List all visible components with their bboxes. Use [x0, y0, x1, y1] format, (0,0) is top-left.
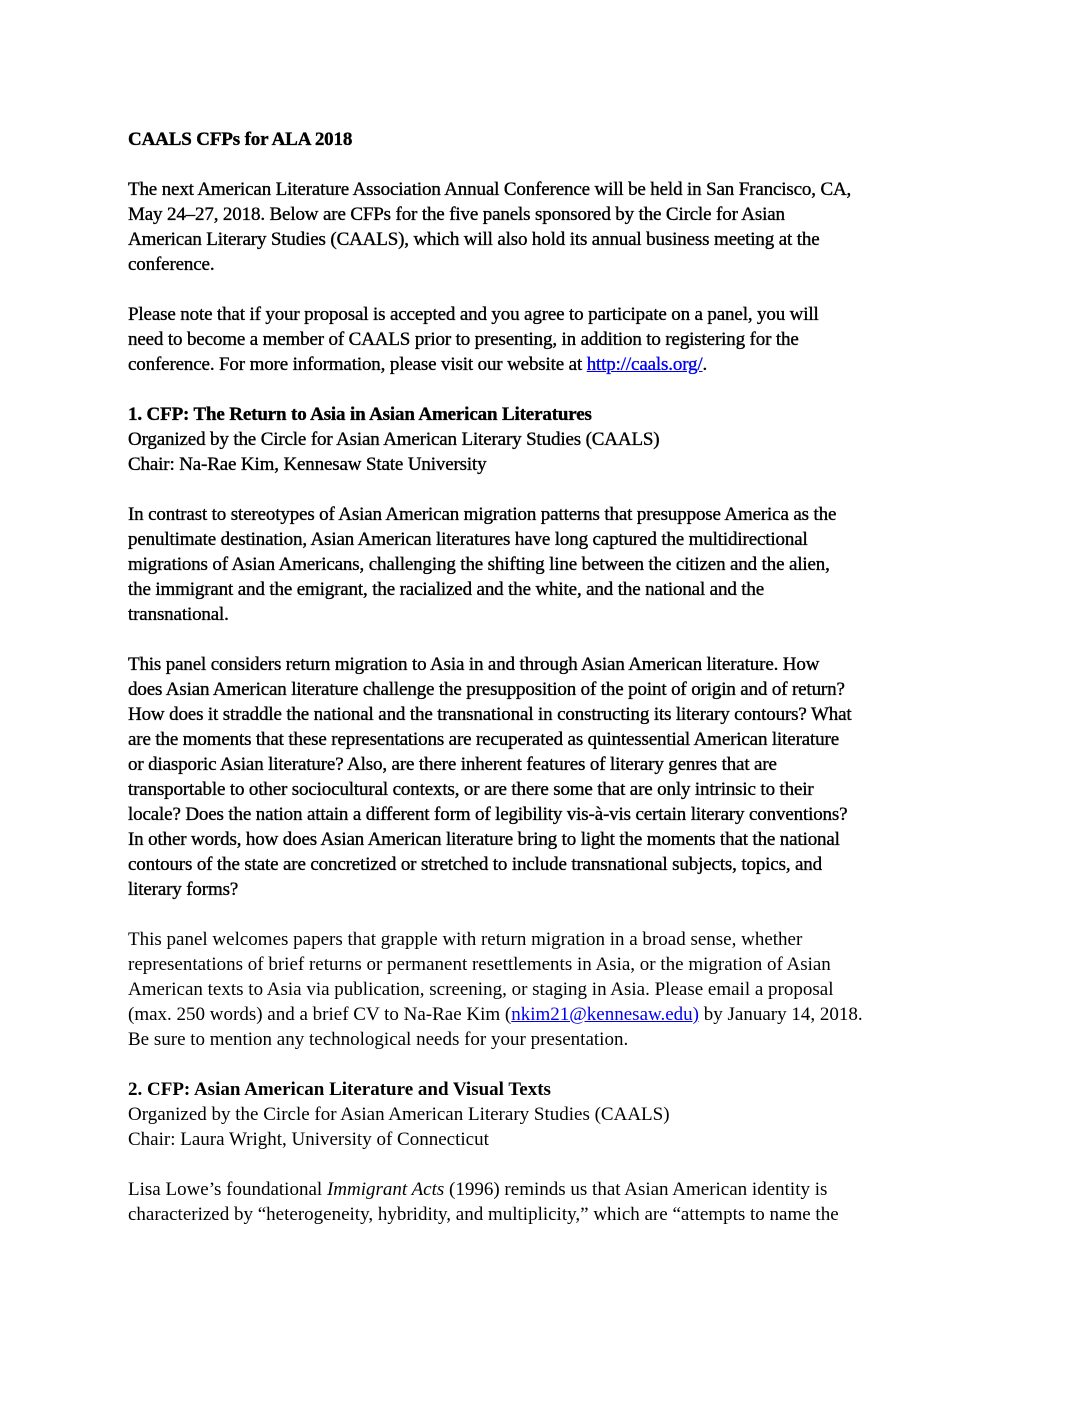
text-segment: .	[702, 354, 708, 375]
text-segment: Chair: Na-Rae Kim, Kennesaw State University	[128, 454, 487, 475]
caals-website-link[interactable]: http://caals.org/	[586, 354, 703, 375]
text-segment: How does it straddle the national and the transnational in constructing its literary contours? What	[128, 704, 852, 725]
cfp1-paragraph-1-line-5	[128, 602, 968, 627]
cfp1-paragraph-1-line-2	[128, 527, 968, 552]
cfp1-paragraph-2-line-10	[128, 877, 968, 902]
cfp1-heading-block-line-2	[128, 427, 968, 452]
cfp1-submission-paragraph-line-3	[128, 977, 968, 1002]
text-segment: Organized by the Circle for Asian American Literary Studies (CAALS)	[128, 429, 660, 450]
text-segment: need to become a member of CAALS prior to presenting, in addition to registering for the	[128, 329, 799, 350]
cfp1-paragraph-2-line-4	[128, 727, 968, 752]
text-segment: Please note that if your proposal is accepted and you agree to participate on a panel, you will	[128, 304, 819, 325]
cfp1-paragraph-2-line-6	[128, 777, 968, 802]
cfp1-submission-paragraph-line-1	[128, 927, 968, 952]
cfp2-heading-block-line-3	[128, 1127, 968, 1152]
text-segment: Lisa Lowe’s foundational	[128, 1179, 327, 1200]
cfp1-paragraph-2	[128, 652, 968, 902]
cfp1-paragraph-2-line-9	[128, 852, 968, 877]
text-segment: contours of the state are concretized or stretched to include transnational subjects, topics, and	[128, 854, 823, 875]
text-segment: penultimate destination, Asian American literatures have long captured the multidirectional	[128, 529, 808, 550]
doc-title-line-1	[128, 127, 968, 152]
text-segment: are the moments that these representations are recuperated as quintessential American literature	[128, 729, 839, 750]
text-segment: This panel welcomes papers that grapple with return migration in a broad sense, whether	[128, 929, 803, 950]
cfp1-paragraph-1-line-3	[128, 552, 968, 577]
cfp2-heading-block-line-2	[128, 1102, 968, 1127]
cfp2-paragraph-1-line-2	[128, 1202, 968, 1227]
cfp1-heading-block-line-1	[128, 402, 968, 427]
cfp1-heading-block-line-3	[128, 452, 968, 477]
cfp2-paragraph-1-line-1	[128, 1177, 968, 1202]
text-segment: does Asian American literature challenge the presupposition of the point of origin and of return?	[128, 679, 845, 700]
cfp1-paragraph-2-line-5	[128, 752, 968, 777]
text-segment: In contrast to stereotypes of Asian American migration patterns that presuppose America as the	[128, 504, 837, 525]
cfp1-submission-paragraph-line-2	[128, 952, 968, 977]
intro-paragraph-line-2	[128, 202, 968, 227]
cfp1-heading-block	[128, 402, 968, 477]
intro-paragraph	[128, 177, 968, 277]
cfp2-heading-block-line-1	[128, 1077, 968, 1102]
text-segment: transportable to other sociocultural contexts, or are there some that are only intrinsic to their	[128, 779, 814, 800]
email-proposal-link[interactable]: nkim21@kennesaw.edu)	[511, 1004, 699, 1025]
membership-note-paragraph-line-2	[128, 327, 968, 352]
intro-paragraph-line-4	[128, 252, 968, 277]
intro-paragraph-line-3	[128, 227, 968, 252]
cfp1-paragraph-1-line-4	[128, 577, 968, 602]
text-segment: (1996) reminds us that Asian American identity is	[444, 1179, 828, 1200]
intro-paragraph-line-1	[128, 177, 968, 202]
text-segment: literary forms?	[128, 879, 239, 900]
text-segment: or diasporic Asian literature? Also, are there inherent features of literary genres that are	[128, 754, 777, 775]
cfp2-heading-block	[128, 1077, 968, 1152]
text-segment: CAALS CFPs for ALA 2018	[128, 129, 353, 150]
text-segment: Chair: Laura Wright, University of Connecticut	[128, 1129, 489, 1150]
text-segment: conference.	[128, 254, 215, 275]
cfp1-submission-paragraph-line-4	[128, 1002, 968, 1027]
cfp1-paragraph-2-line-7	[128, 802, 968, 827]
text-segment: characterized by “heterogeneity, hybridity, and multiplicity,” which are “attempts to name the	[128, 1204, 839, 1225]
text-segment: (max. 250 words) and a brief CV to Na-Rae Kim (	[128, 1004, 512, 1025]
text-segment: American texts to Asia via publication, screening, or staging in Asia. Please email a proposal	[128, 979, 834, 1000]
cfp1-submission-paragraph-line-5	[128, 1027, 968, 1052]
text-segment: In other words, how does Asian American literature bring to light the moments that the national	[128, 829, 840, 850]
cfp2-paragraph-1	[128, 1177, 968, 1227]
text-segment: representations of brief returns or permanent resettlements in Asia, or the migration of Asian	[128, 954, 831, 975]
cfp1-paragraph-2-line-8	[128, 827, 968, 852]
membership-note-paragraph-line-1	[128, 302, 968, 327]
text-segment: by January 14, 2018.	[699, 1004, 863, 1025]
text-segment: migrations of Asian Americans, challenging the shifting line between the citizen and the alien,	[128, 554, 830, 575]
membership-note-paragraph-line-3	[128, 352, 968, 377]
text-segment: This panel considers return migration to Asia in and through Asian American literature. How	[128, 654, 820, 675]
cfp1-paragraph-1-line-1	[128, 502, 968, 527]
text-segment: conference. For more information, please visit our website at	[128, 354, 587, 375]
text-segment: transnational.	[128, 604, 229, 625]
cfp1-paragraph-1	[128, 502, 968, 627]
cfp1-paragraph-2-line-2	[128, 677, 968, 702]
text-segment: American Literary Studies (CAALS), which will also hold its annual business meeting at the	[128, 229, 820, 250]
cfp1-paragraph-2-line-3	[128, 702, 968, 727]
cfp1-paragraph-2-line-1	[128, 652, 968, 677]
text-segment: The next American Literature Association Annual Conference will be held in San Francisco, CA,	[128, 179, 852, 200]
text-segment: locale? Does the nation attain a different form of legibility vis-à-vis certain literary conventions?	[128, 804, 848, 825]
cfp1-submission-paragraph	[128, 927, 968, 1052]
text-segment: May 24–27, 2018. Below are CFPs for the five panels sponsored by the Circle for Asian	[128, 204, 785, 225]
text-segment: 2. CFP: Asian American Literature and Visual Texts	[128, 1079, 551, 1100]
doc-title	[128, 127, 968, 152]
membership-note-paragraph	[128, 302, 968, 377]
book-title-italic: Immigrant Acts	[326, 1179, 445, 1200]
text-segment: Be sure to mention any technological needs for your presentation.	[128, 1029, 629, 1050]
text-segment: the immigrant and the emigrant, the racialized and the white, and the national and the	[128, 579, 765, 600]
text-segment: 1. CFP: The Return to Asia in Asian American Literatures	[128, 404, 592, 425]
text-segment: Organized by the Circle for Asian American Literary Studies (CAALS)	[128, 1104, 670, 1125]
